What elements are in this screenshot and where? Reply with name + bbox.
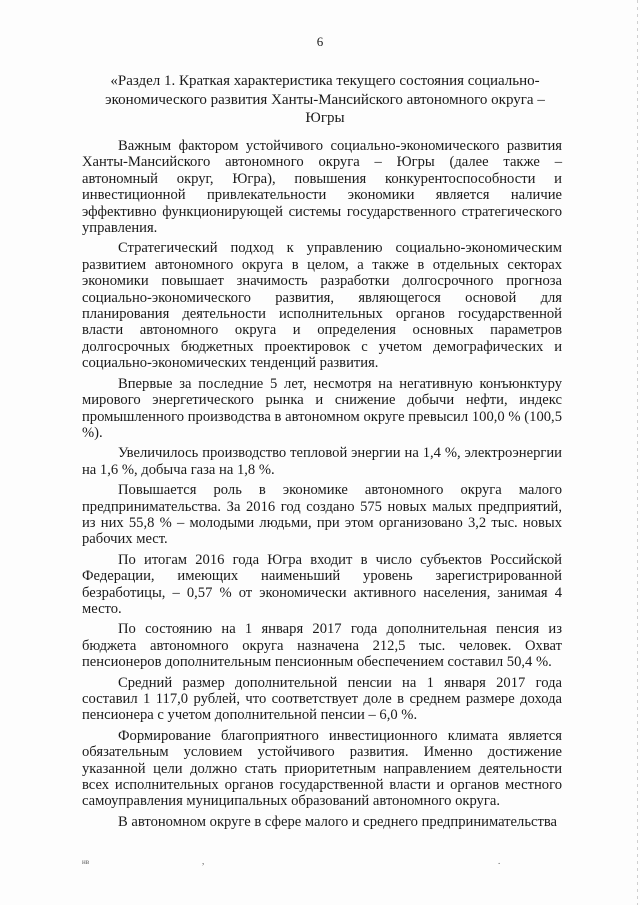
- document-body: [82, 138, 562, 834]
- paragraph: По состоянию на 1 января 2017 года дополнительная пенсия из бюджета автономного округа назначена 212,5 тыс. человек. Охват пенсионеров дополнительным пенсионным обеспечением составил 50,4 %.: [82, 621, 562, 671]
- section-heading: «Раздел 1. Краткая характеристика текущего состояния социально-экономического развития Ханты-Мансийского автономного округа – Югры: [105, 73, 545, 126]
- paragraph: Средний размер дополнительной пенсии на 1 января 2017 года составил 1 117,0 рублей, что соответствует доле в среднем размере дохода пенсионера с учетом дополнительной пенсии – 6,0 %.: [82, 674, 562, 724]
- paragraph: Увеличилось производство тепловой энергии на 1,4 %, электроэнергии на 1,6 %, добыча газа на 1,8 %.: [82, 445, 562, 478]
- page-number: 6: [316, 34, 324, 49]
- paragraph: Впервые за последние 5 лет, несмотря на негативную конъюнктуру мирового энергетического рынка и снижение добычи нефти, индекс промышленного производства в автономном округе превысил 100,0 % (100,5 %).: [82, 375, 562, 441]
- paragraph: По итогам 2016 года Югра входит в число субъектов Российской Федерации, имеющих наименьший уровень зарегистрированной безработицы, – 0,57 % от экономически активного населения, занимая 4 место.: [82, 551, 562, 617]
- footer-mark: нв: [82, 858, 90, 866]
- paragraph: Повышается роль в экономике автономного округа малого предпринимательства. За 2016 год создано 575 новых малых предприятий, из них 55,8 % – молодыми людьми, при этом организовано 3,2 тыс. новых рабочих мест.: [82, 482, 562, 548]
- paragraph: Формирование благоприятного инвестиционного климата является обязательным условием устойчивого развития. Именно достижение указанной цели должно стать приоритетным направлением деятельности всех исполнительных органов государственной власти и органов местного самоуправления муниципальных образований автономного округа.: [82, 727, 562, 810]
- footer-mark: .: [498, 856, 501, 866]
- paragraph: Важным фактором устойчивого социально-экономического развития Ханты-Мансийского автономного округа – Югры (далее также – автономный округ, Югра), повышения конкурентоспособности и инвестиционной привлекательности экономики является наличие эффективно функционирующей системы государственного стратегического управления.: [82, 138, 562, 237]
- footer-mark: ,: [202, 856, 205, 866]
- paragraph: В автономном округе в сфере малого и среднего предпринимательства: [118, 813, 558, 830]
- scan-edge-line: [637, 0, 638, 905]
- paragraph: Стратегический подход к управлению социально-экономическим развитием автономного округа в целом, а также в отдельных секторах экономики повышает значимость разработки долгосрочного прогноза социально-экономического развития, являющегося основой для планирования деятельности исполнительных органов государственной власти автономного округа и определения основных параметров долгосрочных бюджетных проектировок с учетом демографических и социально-экономических тенденций развития.: [82, 240, 562, 372]
